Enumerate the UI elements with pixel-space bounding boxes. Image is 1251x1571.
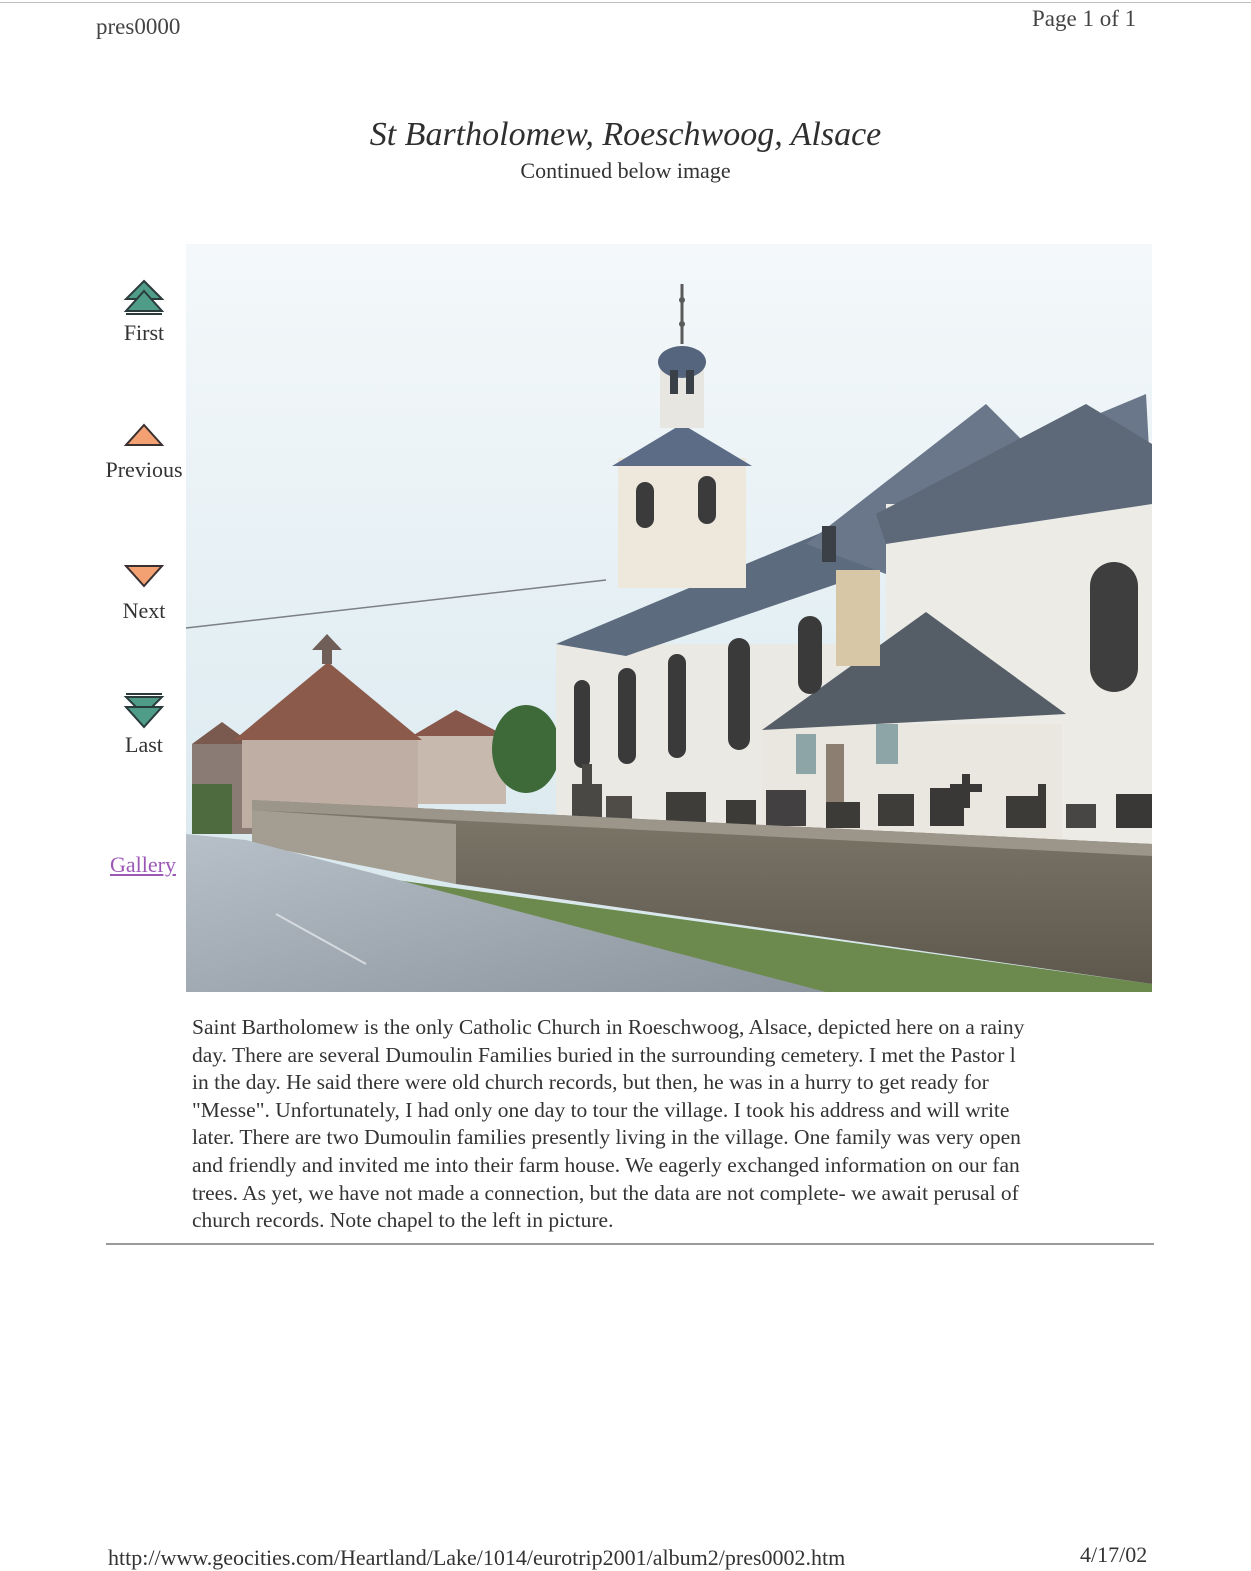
description-line: and friendly and invited me into their farm house. We eagerly exchanged information on our fan — [192, 1152, 1020, 1177]
print-footer-url: http://www.geocities.com/Heartland/Lake/1014/eurotrip2001/album2/pres0002.htm — [108, 1545, 846, 1570]
nav-first-label[interactable]: First — [123, 320, 165, 345]
nav-last-label[interactable]: Last — [125, 732, 163, 757]
double-down-arrow-icon[interactable] — [122, 690, 166, 730]
page-title: St Bartholomew, Roeschwoog, Alsace — [369, 116, 882, 153]
nav-next-label[interactable]: Next — [122, 598, 166, 623]
description-line: in the day. He said there were old church records, but then, he was in a hurry to get ready for — [192, 1070, 989, 1095]
print-footer-date: 4/17/02 — [1080, 1542, 1148, 1567]
description-line: "Messe". Unfortunately, I had only one day to tour the village. I took his address and will write — [192, 1097, 1010, 1122]
description-line: day. There are several Dumoulin Families buried in the surrounding cemetery. I met the Pastor l — [192, 1042, 1016, 1067]
top-rule — [0, 2, 1251, 3]
gallery-link[interactable]: Gallery — [110, 852, 176, 877]
up-arrow-icon[interactable] — [122, 415, 166, 455]
nav-next[interactable] — [96, 556, 192, 624]
page-subtitle: Continued below image — [520, 158, 731, 183]
print-header-page-count: Page 1 of 1 — [1032, 6, 1137, 31]
nav-last[interactable] — [96, 690, 192, 758]
description-line: Saint Bartholomew is the only Catholic Church in Roeschwoog, Alsace, depicted here on a rainy — [192, 1015, 1025, 1039]
description-line: church records. Note chapel to the left in picture. — [192, 1208, 614, 1233]
description-text — [192, 1014, 1154, 1236]
nav-first[interactable] — [96, 278, 192, 346]
nav-previous-label[interactable]: Previous — [105, 457, 183, 482]
print-header-page-name: pres0000 — [96, 14, 181, 39]
church-photo — [186, 244, 1152, 992]
description-line: trees. As yet, we have not made a connection, but the data are not complete- we await perusal of — [192, 1180, 1019, 1205]
down-arrow-icon[interactable] — [122, 556, 166, 596]
nav-previous[interactable] — [96, 415, 192, 483]
double-up-arrow-icon[interactable] — [122, 278, 166, 318]
description-line: later. There are two Dumoulin families presently living in the village. One family was very open — [192, 1125, 1021, 1150]
horizontal-rule — [106, 1243, 1154, 1245]
